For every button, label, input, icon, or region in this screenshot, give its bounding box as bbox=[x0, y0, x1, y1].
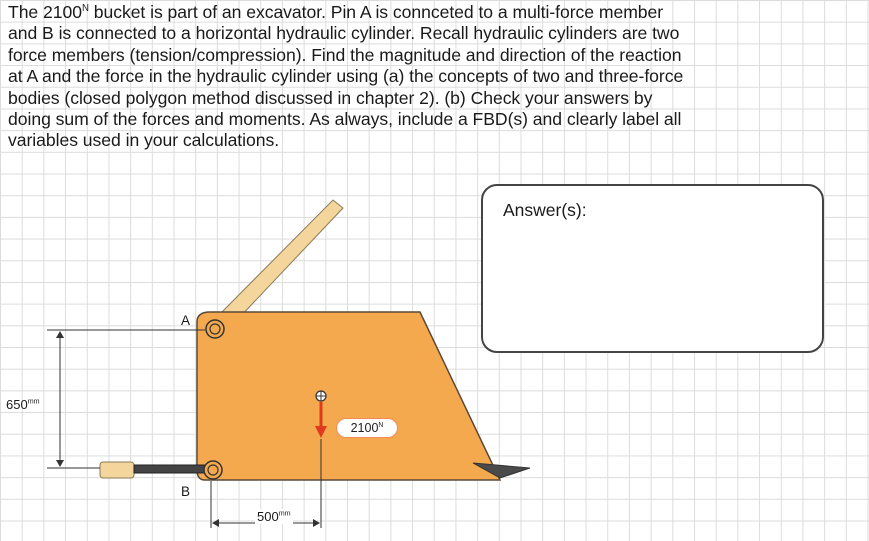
bucket-body bbox=[197, 312, 500, 480]
height-dimension-label: $650^{mm}$ bbox=[6, 397, 40, 412]
problem-line: The $2100^N$ bucket is part of an excavator. Pin A is connceted to a multi-force member bbox=[8, 2, 664, 22]
pin-b-label: B bbox=[181, 484, 191, 499]
problem-line: and B is connected to a horizontal hydraulic cylinder. Recall hydraulic cylinders are two bbox=[8, 23, 680, 44]
center-of-gravity-marker bbox=[316, 391, 326, 401]
problem-line: at A and the force in the hydraulic cylinder using (a) the concepts of two and three-force bbox=[8, 66, 684, 87]
problem-line: force members (tension/compression). Find the magnitude and direction of the reaction bbox=[8, 44, 682, 65]
height-dimension bbox=[47, 330, 205, 468]
hydraulic-cylinder-rod bbox=[134, 465, 214, 473]
pin-a-label: A bbox=[181, 313, 191, 328]
pin-b bbox=[204, 461, 222, 479]
problem-line: doing sum of the forces and moments. As always, include a FBD(s) and clearly label all bbox=[8, 109, 682, 130]
answer-box[interactable] bbox=[481, 184, 824, 353]
answer-label: Answer(s): bbox=[503, 200, 587, 220]
width-dimension-label: $500^{mm}$ bbox=[257, 509, 291, 524]
weight-force-label: $2100^N$ bbox=[336, 418, 398, 438]
pin-a bbox=[206, 320, 224, 338]
hydraulic-cylinder-body bbox=[100, 462, 134, 478]
problem-line: variables used in your calculations. bbox=[8, 130, 280, 151]
problem-line: bodies (closed polygon method discussed in chapter 2). (b) Check your answers by bbox=[8, 87, 653, 108]
